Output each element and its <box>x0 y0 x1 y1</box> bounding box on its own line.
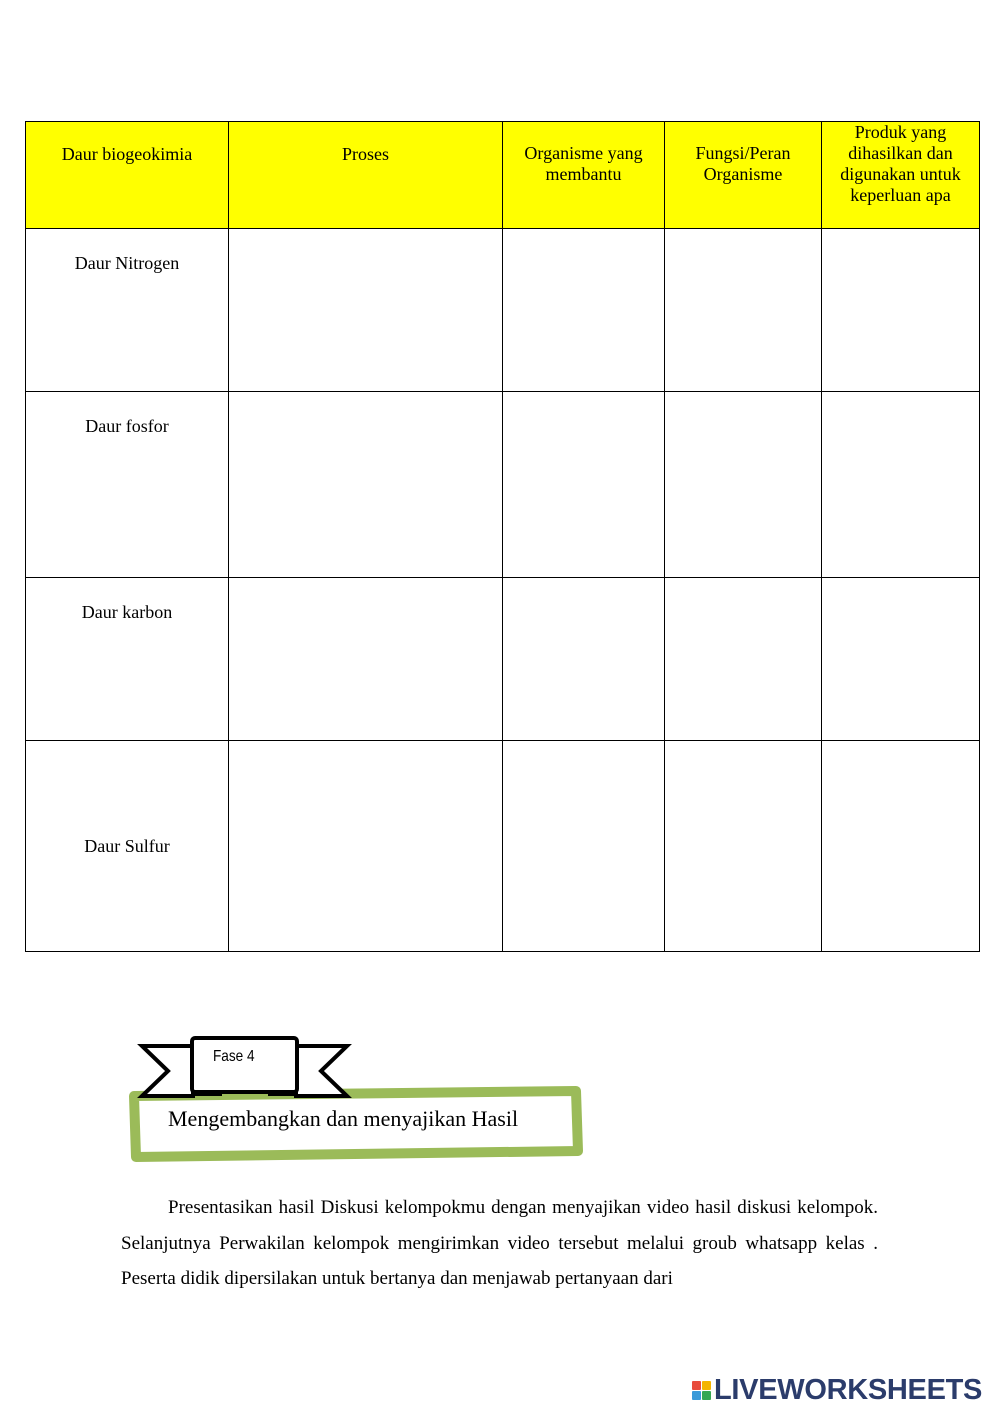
answer-input[interactable] <box>665 741 821 951</box>
answer-input[interactable] <box>822 578 979 740</box>
answer-cell-fungsi[interactable] <box>665 392 822 578</box>
answer-input[interactable] <box>665 578 821 740</box>
fase-label: Fase 4 <box>213 1048 255 1065</box>
instruction-paragraph: Presentasikan hasil Diskusi kelompokmu dengan menyajikan video hasil diskusi kelompok. Selanjutnya Perwakilan kelompok mengirimkan video tersebut melalui groub whatsapp kelas . Peserta didik dipersilakan untuk bertanya dan menjawab pertanyaan dari <box>121 1197 878 1289</box>
answer-cell-proses[interactable] <box>229 229 503 392</box>
answer-input[interactable] <box>229 392 502 577</box>
answer-input[interactable] <box>229 741 502 951</box>
answer-cell-fungsi[interactable] <box>665 229 822 392</box>
answer-input[interactable] <box>822 741 979 951</box>
answer-cell-fungsi[interactable] <box>665 741 822 952</box>
answer-input[interactable] <box>665 392 821 577</box>
table-row <box>26 578 980 741</box>
liveworksheets-mark-icon <box>692 1381 711 1400</box>
answer-input[interactable] <box>503 741 664 951</box>
ribbon-right-tail <box>296 1046 347 1096</box>
answer-cell-organisme[interactable] <box>503 229 665 392</box>
header-proses: Proses <box>229 122 503 229</box>
answer-input[interactable] <box>229 578 502 740</box>
answer-cell-proses[interactable] <box>229 392 503 578</box>
cycle-name-cell: Daur fosfor <box>26 392 229 578</box>
cycle-name-cell: Daur Nitrogen <box>26 229 229 392</box>
answer-input[interactable] <box>822 229 979 391</box>
fase-title: Mengembangkan dan menyajikan Hasil <box>168 1106 519 1131</box>
table-header-row <box>26 122 980 229</box>
table-row <box>26 392 980 578</box>
answer-input[interactable] <box>503 578 664 740</box>
answer-input[interactable] <box>665 229 821 391</box>
answer-cell-organisme[interactable] <box>503 578 665 741</box>
answer-cell-organisme[interactable] <box>503 392 665 578</box>
cycle-name-cell: Daur karbon <box>26 578 229 741</box>
ribbon-left-tail <box>142 1046 193 1096</box>
header-fungsi-peran: Fungsi/Peran Organisme <box>665 122 822 229</box>
answer-cell-produk[interactable] <box>822 578 980 741</box>
answer-cell-produk[interactable] <box>822 392 980 578</box>
answer-input[interactable] <box>503 229 664 391</box>
answer-cell-proses[interactable] <box>229 578 503 741</box>
fase-banner <box>128 1034 588 1166</box>
biogeochemical-cycles-table <box>25 121 980 952</box>
answer-input[interactable] <box>503 392 664 577</box>
header-organisme: Organisme yang membantu <box>503 122 665 229</box>
ribbon-frame-graphic <box>128 1034 588 1166</box>
table-row <box>26 229 980 392</box>
liveworksheets-logo <box>692 1374 982 1407</box>
cycle-name-cell: Daur Sulfur <box>26 741 229 952</box>
logo-wordmark: LIVEWORKSHEETS <box>714 1374 983 1406</box>
answer-cell-fungsi[interactable] <box>665 578 822 741</box>
answer-input[interactable] <box>229 229 502 391</box>
table-row <box>26 741 980 952</box>
answer-input[interactable] <box>822 392 979 577</box>
answer-cell-produk[interactable] <box>822 741 980 952</box>
header-daur-biogeokimia: Daur biogeokimia <box>26 122 229 229</box>
answer-cell-organisme[interactable] <box>503 741 665 952</box>
header-produk: Produk yang dihasilkan dan digunakan untuk keperluan apa <box>822 122 980 229</box>
answer-cell-proses[interactable] <box>229 741 503 952</box>
answer-cell-produk[interactable] <box>822 229 980 392</box>
